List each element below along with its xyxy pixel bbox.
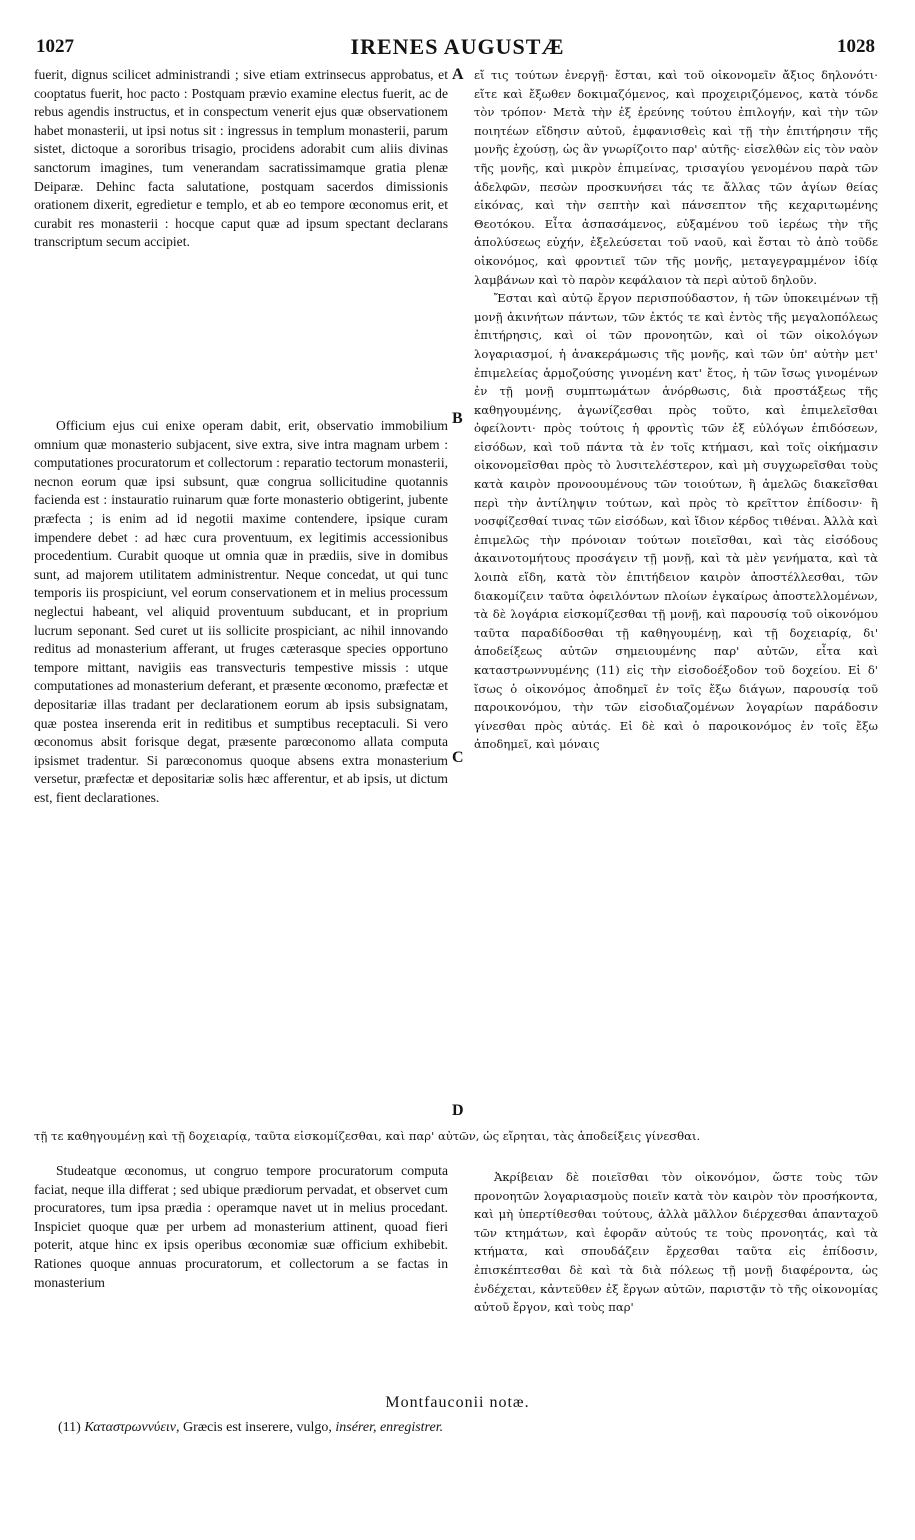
footnote-text: , Græcis est inserere, vulgo, (175, 1420, 332, 1435)
greek-column-upper (474, 66, 878, 754)
page-number-left: 1027 (36, 36, 74, 57)
margin-marker-d: D (452, 1102, 464, 1119)
footnote-11 (58, 1420, 878, 1436)
margin-marker-b: B (452, 410, 463, 427)
greek-column-lower (474, 1168, 878, 1317)
greek-paragraph-1: εἴ τις τούτων ἐνεργῇ· ἔσται, καὶ τοῦ οἰκονομεῖν ἄξιος δηλονότι· εἴτε καὶ ἔξωθεν δοκιμαζόμενος, καὶ προχειριζόμενος, κατὰ τόνδε τὸν τρόπον· Μετὰ τὴν ἐξ ἐρεύνης τούτου ἐπιλογήν, καὶ τὴν τῶν ποιητέων εἴδησιν αὐτοῦ, ἐμφανισθεὶς καὶ τῇ τὴν ἐπιτήρησιν τῆς μονῆς ἐχούσῃ, ὡς ἂν γνωρίζοιτο παρ' αὐτῆς· εἰσελθὼν εἰς τὸν ναὸν τῆς μονῆς, καὶ μικρὸν ἐπιμείνας, τρισαγίου γενομένου παρὰ τῶν ἀδελφῶν, πεσὼν προσκυνήσει τάς τε ἄλλας τῶν ἁγίων θείας εἰκόνας, καὶ τὴν σεπτὴν καὶ πάνσεπτον τῆς κεχαριτωμένης Θεοτόκου. Εἶτα ἀσπασάμενος, εὐξαμένου τοῦ ἱερέως τὴν τῆς ἀπολύσεως εὐχήν, ἐξελεύσεται τοῦ ναοῦ, καὶ ἔσται τὸ ἀπὸ τοῦδε οἰκονόμος, καὶ φροντιεῖ τῶν τῆς μονῆς, μεταγεγραμμένον ἰδίᾳ λαμβάνων καὶ τὸ παρὸν κεφάλαιον τὰ περὶ αὐτοῦ δηλοῦν. (474, 68, 878, 287)
page-number-right: 1028 (837, 36, 875, 57)
latin-paragraph-2: Officium ejus cui enixe operam dabit, erit, observatio immobilium omnium quæ monasterio subjacent, sive extra, sive intra magnam urbem : computationes procuratorum et collectorum : reparatio tectorum monasterii, necnon eorum quæ ipsi subsunt, quæ congrua sollicitudine quotannis facienda est : instauratio ruinarum quæ forte monasterio obtigerint, jubente præfecta ; is enim ad id negotii maxime contendere, ipsique curam impendere debet : ad hæc cura proventuum, ex legitimis accessionibus procedentium. Curabit quoque ut omnia quæ in prædiis, sive in domibus sunt, ad majorem utilitatem administrentur. Neque concedat, ut qui tunc temporis iis prospiciunt, vel eorum conservationem et in melius processum neglectui habeant, vel aliquid proventuum subducant, et in proprium lucrum seponant. Sed curet ut iis sollicite prospiciant, ac nihil innovando reditus ad monasterium afferant, ut fruges cæterasque species opportuno tempore mittant, navigiis eas transvecturis tempestive missis : utque computationes ad monasterium deferant, et præsente œconomo, præfectæ et depositariæ illas tradant per declarationem eorum ab ipsis subsignatam, quæ postea inserenda erit in reditibus et sumptibus receptaculi. Si vero œconomus absit forisque degat, præsente parœconomo allata computa ipsismet tradentur. Si parœconomus quoque absens extra monasterium versetur, præfectæ et depositariæ solis hæc afferentur, et ab ipsis, ut dictum est, fient declarationes. (34, 418, 448, 805)
greek-paragraph-3: Ἀκρίβειαν δὲ ποιεῖσθαι τὸν οἰκονόμον, ὥστε τοὺς τῶν προνοητῶν λογαριασμοὺς ποιεῖν κατὰ τὸν καιρὸν τὸν προσήκοντα, καὶ μὴ ὑπερτίθεσθαι τούτους, ἀλλὰ μᾶλλον διέρχεσθαι ἁπανταχοῦ τῶν κτημάτων, καὶ ἐφορᾶν αὐτούς τε τοὺς προνοητάς, καὶ τὰ κτήματα, καὶ σπουδάζειν ἔρχεσθαι ταῦτα εἰς ἐπίδοσιν, ἐπισκέπτεσθαι δὲ καὶ τὰ διὰ πόλεως τῇ μονῇ διαφέροντα, ὡς ἐνδέχεται, κἀντεῦθεν ἐξ ἔργων αὐτῶν, παριστᾷν τὸ τῆς οἰκονομίας αὐτοῦ ἔργον, καὶ τοὺς παρ' (474, 1170, 878, 1315)
latin-paragraph-1: fuerit, dignus scilicet administrandi ; sive etiam extrinsecus approbatus, et cooptatus fuerit, hoc pacto : Postquam prævio examine electus fuerit, ac de rebus agendis instructus, et in conspectum venerit ejus quæ observationem habet monasterii, ut ipsi notus sit : ingressus in templum monasterii, parum sistet, dictoque a sororibus trisagio, procidens adorabit cum aliis divinas sanctorum imagines, tum venerandam sacratissimamque gratia plenæ Deiparæ. Dehinc facta salutatione, postquam sacerdos dimissionis orationem dixerit, egredietur e templo, et ab eo tempore œconomus erit, et curabit res monasterii : hocque caput quæ ad ipsum spectant declarans transcriptum secum accipiet. (34, 67, 448, 250)
margin-marker-c: C (452, 749, 464, 766)
footnote-number: (11) (58, 1420, 81, 1435)
running-title: IRENES AUGUSTÆ (350, 34, 565, 59)
latin-column-middle (34, 417, 448, 807)
latin-column-upper (34, 66, 448, 252)
greek-spanning-line: τῇ τε καθηγουμένῃ καὶ τῇ δοχειαρίᾳ, ταῦτα εἰσκομίζεσθαι, καὶ παρ' αὐτῶν, ὡς εἴρηται, τὰς ἀποδείξεις γίνεσθαι. (34, 1129, 701, 1143)
footnote-french: insérer, enregistrer. (335, 1420, 444, 1435)
footnote-term: Καταστρωννύειν (84, 1420, 176, 1435)
latin-column-lower (34, 1162, 448, 1292)
greek-paragraph-2: Ἔσται καὶ αὐτῷ ἔργον περισπούδαστον, ἡ τῶν ὑποκειμένων τῇ μονῇ ἀκινήτων πάντων, τῶν ἐκτός τε καὶ ἐντὸς τῆς μεγαλοπόλεως ἐπιτήρησις, καὶ οἱ τῶν προνοητῶν, καὶ οἱ τῶν οἰκολόγων λογαριασμοί, ἡ ἀνακεράμωσις τῆς μονῆς, καὶ τῶν ὑπ' αὐτὴν μετ' ἐπιμελείας ἁρμοζούσης γινομένη κατ' ἔτος, ἡ τῶν ἴσως γινομένων ἐν τῇ μονῇ συμπτωμάτων ἀνόρθωσις, διὰ προστάξεως τῆς καθηγουμένης, ἀγωνίζεσθαι πρὸς τοῦτο, καὶ ἐπιμελεῖσθαι ὀφείλοντι· πρὸς τούτοις ἡ φροντὶς τῶν ἐξ εὐλόγων ἐπιδόσεων, εἰσόδων, καὶ τοῦ πάντα τὰ ἐν τοῖς κτήμασι, καὶ τοῖς οἰκήμασιν οἰκονομεῖσθαι πρὸς τὸ λυσιτελέστερον, καὶ μὴ συγχωρεῖσθαι τοὺς κατὰ καιρὸν προνοουμένους τῶν τοιούτων, ἢ ἀμελῶς διακεῖσθαι περὶ τὴν ἀντίληψιν τούτων, καὶ πρὸς τὸ κρεῖττον ἐπίδοσιν· ἢ νοσφίζεσθαί τινας τῶν εἰσόδων, καὶ ἴδιον κέρδος τιθέναι. Ἀλλὰ καὶ ἐπιμελῶς τὴν πρόνοιαν τούτων ποιεῖσθαι, καὶ τὰς εἰσόδους ἀκαινοτομήτους προσάγειν τῇ μονῇ, καὶ τὰ μὲν γενήματα, καὶ τὰ λοιπὰ εἴδη, κατὰ τὸν ἐπιτήδειον καιρὸν ἀποστέλλεσθαι, τῶν διακομίζειν ταῦτα ὀφειλόντων πλοίων ἐγκαίρως ἀποστελλομένων, τὰ δὲ λογάρια εἰσκομίζεσθαι τῇ μονῇ, καὶ παρουσίᾳ τοῦ οἰκονόμου ταῦτα παραδίδοσθαι τῇ καθηγουμένῃ, καὶ τῇ δοχειαρίᾳ, δι' ἀποδείξεως αὐτῶν σημειουμένης παρ' αὐτῶν, εἶτα καὶ καταστρωννυμένης (11) εἰς τὴν εἰσοδοέξοδον τοῦ δοχείου. Εἰ δ' ἴσως ὁ οἰκονόμος ἀποδημεῖ ἐν τοῖς ἔξω διάγων, παρουσίᾳ τοῦ παροικονόμου, τὴν τῶν εἰσοδιαζομένων λογαρίων παράδοσιν γίνεσθαι πρὸς αὐτάς. Εἰ δὲ καὶ ὁ παροικονόμος ἐν τοῖς ἔξω ἀποδημεῖ, καὶ μόναις (474, 291, 878, 752)
margin-marker-a: A (452, 66, 464, 83)
page-header (0, 34, 915, 64)
notes-heading: Montfauconii notæ. (385, 1394, 530, 1411)
latin-paragraph-3: Studeatque œconomus, ut congruo tempore procuratorum computa faciat, neque illa differat ; sed ubique prædiorum pervadat, et observet cum procuratores, tum ipsa prædia : operamque navet ut in melius procedant. Inspiciet quoque quæ per urbem ad monasterium attinent, quoad fieri poterit, atque hinc ex ipsis operibus œconomiæ suæ officium exhibebit. Rationes quoque annuas procuratorum, et collectorum a se factas in monasterium (34, 1163, 448, 1290)
